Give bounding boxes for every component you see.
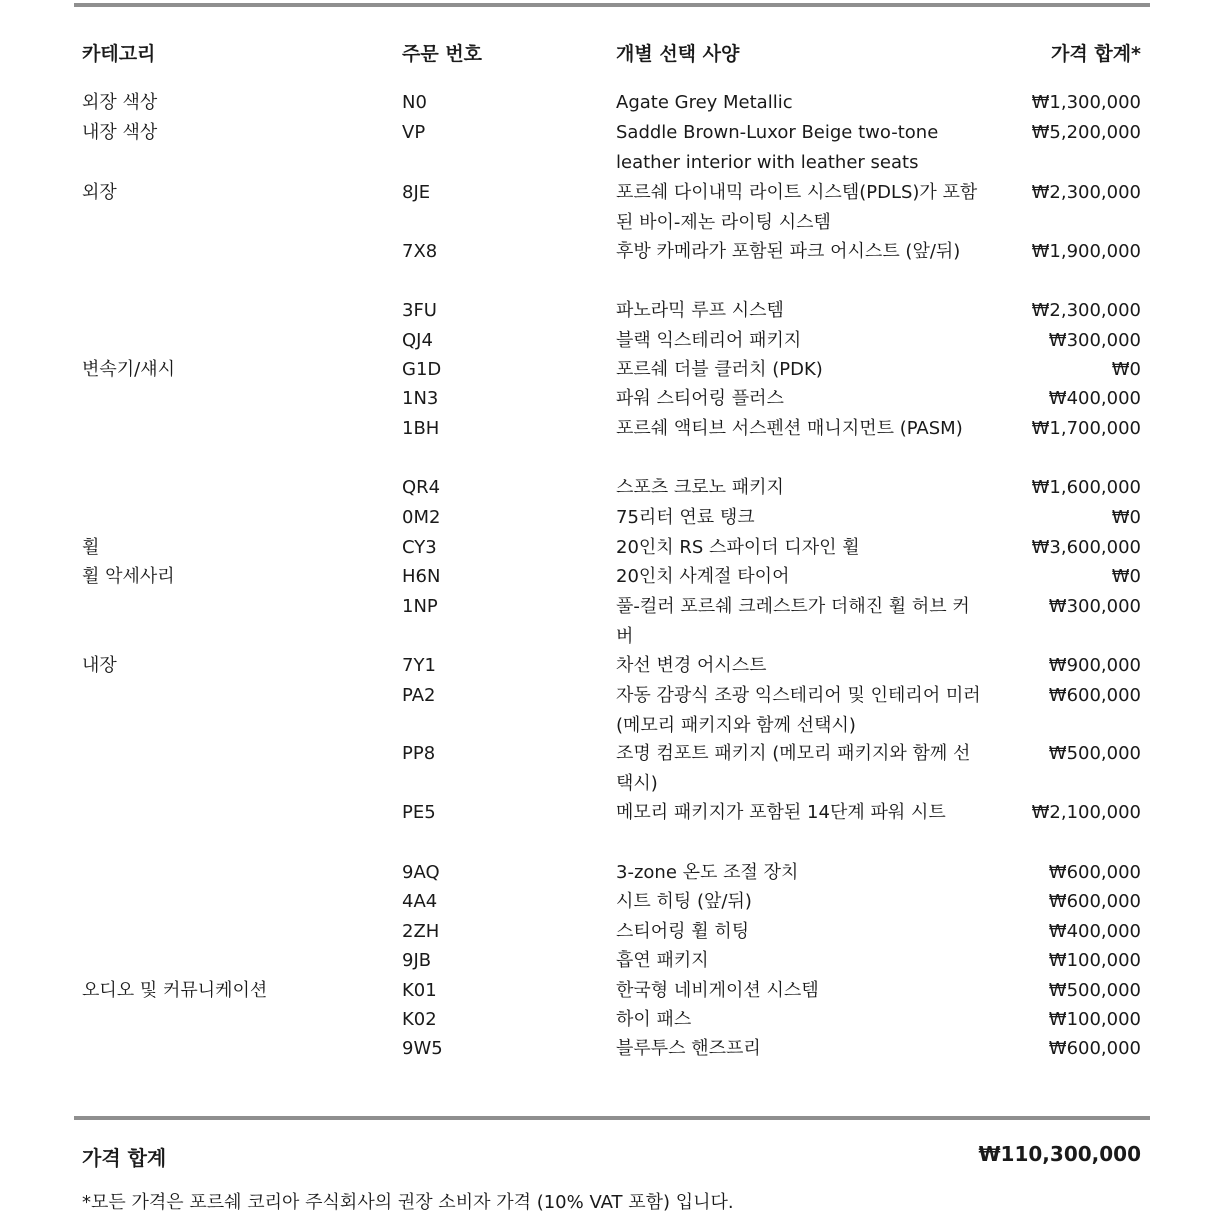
row-order-number: K02 [402, 1009, 437, 1030]
row-order-number: H6N [402, 566, 441, 587]
row-order-number: CY3 [402, 537, 437, 558]
row-option: 3-zone 온도 조절 장치 [616, 862, 799, 883]
row-price: ₩500,000 [1048, 980, 1141, 1001]
row-price: ₩900,000 [1048, 655, 1141, 676]
row-price: ₩600,000 [1048, 891, 1141, 912]
row-order-number: 8JE [402, 182, 431, 203]
row-option: 블랙 익스테리어 패키지 [616, 330, 802, 351]
row-order-number: PA2 [402, 685, 436, 706]
row-order-number: N0 [402, 92, 427, 113]
row-option: Saddle Brown-Luxor Beige two-tone leather interior with leather seats [616, 122, 939, 173]
footnote: *모든 가격은 포르쉐 코리아 주식회사의 권장 소비자 가격 (10% VAT 포함) 입니다. [82, 1192, 734, 1213]
total-rule [74, 1116, 1150, 1120]
row-order-number: 9JB [402, 950, 432, 971]
row-order-number: 7X8 [402, 241, 438, 262]
row-order-number: 0M2 [402, 507, 441, 528]
row-price: ₩0 [1111, 507, 1141, 528]
row-price: ₩500,000 [1048, 743, 1141, 764]
row-price: ₩300,000 [1048, 330, 1141, 351]
top-rule [74, 3, 1150, 7]
row-option: 스티어링 휠 히팅 [616, 921, 750, 942]
table-header [0, 39, 1218, 67]
row-option: 한국형 네비게이션 시스템 [616, 980, 819, 1001]
row-category: 변속기/섀시 [82, 359, 176, 380]
row-option: 스포츠 크로노 패키지 [616, 477, 784, 498]
row-order-number: 1BH [402, 418, 440, 439]
row-order-number: VP [402, 122, 426, 143]
row-option: 포르쉐 액티브 서스펜션 매니지먼트 (PASM) [616, 418, 963, 439]
row-order-number: 9AQ [402, 862, 440, 883]
row-price: ₩100,000 [1048, 1009, 1141, 1030]
header-option: 개별 선택 사양 [616, 43, 740, 65]
header-order-number: 주문 번호 [402, 43, 483, 65]
total-value: ₩110,300,000 [978, 1142, 1141, 1166]
row-category: 외장 [82, 182, 117, 203]
row-price: ₩2,100,000 [1031, 802, 1141, 823]
row-option: 흡연 패키지 [616, 950, 709, 971]
row-price: ₩400,000 [1048, 388, 1141, 409]
row-price: ₩400,000 [1048, 921, 1141, 942]
row-order-number: G1D [402, 359, 442, 380]
row-option: 포르쉐 더블 클러치 (PDK) [616, 359, 823, 380]
row-option: 차선 변경 어시스트 [616, 655, 767, 676]
row-option: 블루투스 핸즈프리 [616, 1038, 761, 1059]
row-category: 외장 색상 [82, 92, 158, 113]
row-option: 파워 스티어링 플러스 [616, 388, 784, 409]
row-price: ₩600,000 [1048, 862, 1141, 883]
row-option: 후방 카메라가 포함된 파크 어시스트 (앞/뒤) [616, 241, 961, 262]
row-price: ₩300,000 [1048, 596, 1141, 617]
row-order-number: 1N3 [402, 388, 439, 409]
row-option: 75리터 연료 탱크 [616, 507, 755, 528]
row-price: ₩0 [1111, 359, 1141, 380]
row-order-number: PE5 [402, 802, 436, 823]
row-option: 포르쉐 다이내믹 라이트 시스템(PDLS)가 포함된 바이-제논 라이팅 시스템 [616, 182, 978, 233]
row-order-number: PP8 [402, 743, 436, 764]
row-category: 내장 색상 [82, 122, 158, 143]
header-category: 카테고리 [82, 43, 156, 65]
row-order-number: 9W5 [402, 1038, 443, 1059]
row-price: ₩1,900,000 [1031, 241, 1141, 262]
row-category: 휠 악세사리 [82, 566, 175, 587]
row-option: Agate Grey Metallic [616, 92, 793, 113]
total-label: 가격 합계 [82, 1146, 167, 1170]
row-order-number: QR4 [402, 477, 441, 498]
row-price: ₩600,000 [1048, 1038, 1141, 1059]
row-order-number: 4A4 [402, 891, 438, 912]
row-category: 오디오 및 커뮤니케이션 [82, 980, 268, 1001]
row-price: ₩3,600,000 [1031, 537, 1141, 558]
row-order-number: 2ZH [402, 921, 440, 942]
row-option: 메모리 패키지가 포함된 14단계 파워 시트 [616, 802, 946, 823]
row-order-number: QJ4 [402, 330, 433, 351]
row-price: ₩1,600,000 [1031, 477, 1141, 498]
row-category: 내장 [82, 655, 117, 676]
row-order-number: 7Y1 [402, 655, 436, 676]
row-price: ₩100,000 [1048, 950, 1141, 971]
row-option: 풀-컬러 포르쉐 크레스트가 더해진 휠 허브 커버 [616, 596, 970, 647]
row-price: ₩600,000 [1048, 685, 1141, 706]
row-order-number: 1NP [402, 596, 438, 617]
row-category: 휠 [82, 537, 100, 558]
row-order-number: K01 [402, 980, 437, 1001]
row-price: ₩1,300,000 [1031, 92, 1141, 113]
row-option: 20인치 RS 스파이더 디자인 휠 [616, 537, 860, 558]
row-price: ₩2,300,000 [1031, 300, 1141, 321]
row-option: 하이 패스 [616, 1009, 692, 1030]
row-price: ₩5,200,000 [1031, 122, 1141, 143]
row-option: 파노라믹 루프 시스템 [616, 300, 784, 321]
row-price: ₩0 [1111, 566, 1141, 587]
row-option: 조명 컴포트 패키지 (메모리 패키지와 함께 선택시) [616, 743, 971, 794]
row-option: 20인치 사계절 타이어 [616, 566, 790, 587]
row-option: 시트 히팅 (앞/뒤) [616, 891, 752, 912]
row-order-number: 3FU [402, 300, 437, 321]
row-price: ₩1,700,000 [1031, 418, 1141, 439]
row-option: 자동 감광식 조광 익스테리어 및 인테리어 미러 (메모리 패키지와 함께 선택시) [616, 685, 981, 736]
header-price: 가격 합계* [1051, 43, 1141, 65]
row-price: ₩2,300,000 [1031, 182, 1141, 203]
